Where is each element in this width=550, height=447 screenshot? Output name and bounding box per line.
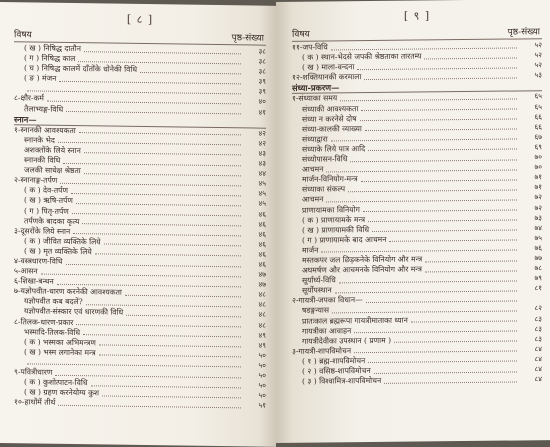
entry-title: संध्या न करनेसे दोष [302,114,357,125]
entry-title: गायत्रीका आवाहन [302,326,351,337]
dot-leader [335,290,517,293]
entry-page-number: ४५ [244,199,266,209]
entry-page-number: ७७ [520,253,542,263]
dot-leader [368,149,517,152]
dot-leader [331,139,517,142]
entry-title: ( घ ) निषिद्ध कालमें दाँतोंके धोनेकी विधि [24,64,137,76]
entry-title: प्राणायामका विनियोग [302,205,360,216]
entry-title: ( क ) जीवित व्यक्तिके लिये [24,236,101,247]
page-number: [ ८ ] [14,10,266,29]
entry-page-number: ५० [244,370,266,380]
entry-title: ३-दूसरोंके लिये स्नान [14,226,70,237]
page-column-label: पृष्ठ-संख्या [508,24,540,37]
entry-title: सूर्योपस्थान [302,286,332,296]
dot-leader [326,169,517,172]
dot-leader [58,405,241,409]
entry-page-number: ४८ [244,310,266,320]
entry-page-number: ८४ [520,344,542,354]
dot-leader [84,51,241,54]
dot-leader [326,199,517,202]
entry-page-number: ५२ [520,50,542,60]
entry-title: संध्या-प्रकरण— [292,83,339,94]
toc-entry [292,374,542,387]
entry-title: ( २ ) वसिष्ठ-शापविमोचन [302,366,371,377]
entry-title: संध्योपासन-विधि [302,154,347,165]
entry-page-number: ४४ [244,169,266,179]
dot-leader [76,203,241,206]
entry-page-number: ५० [244,360,266,370]
dot-leader [321,250,517,253]
entry-title: अघमर्षण और आचमनके विनियोग और मन्त्र [302,265,422,276]
dot-leader [363,210,517,213]
entry-title: संध्याके लिये पात्र आदि [302,144,365,155]
entry-title: १-स्नानकी आवश्यकता [14,125,76,136]
dot-leader [339,280,517,283]
entry-title: ( ङ ) मंजन [24,74,56,85]
entry-title: गायत्रीदेवीका उपस्थान ( प्रणाम ) [302,336,391,347]
entry-title: अशक्तोंके लिये स्नान [24,145,81,156]
page-column-label: पृष्ठ-संख्या [232,30,264,43]
entry-page-number: ५३ [520,70,542,80]
entry-title: ( ग ) निषिद्ध काल [24,53,75,64]
entry-page-number: ७८ [520,263,542,273]
subject-column-label: विषय [292,27,310,40]
entry-page-number: ८४ [520,354,542,364]
entry-page-number: ३९ [244,87,266,97]
entry-title: १०-हाथोंमें तीर्थ [14,397,55,408]
entry-title: ( क ) कुशोत्पाटन-विधि [24,377,88,388]
entry-title: तर्पणके बादका कृत्य [24,216,79,227]
entry-page-number: ४६ [244,209,266,219]
entry-page-number: ७४ [520,223,542,233]
dot-leader [354,331,517,334]
entry-page-number: ४५ [244,179,266,189]
dot-leader [350,159,517,162]
dot-leader [411,321,517,323]
dot-leader [99,345,241,348]
entry-title: २-गायत्री-जपका विधान— [292,295,363,306]
entry-page-number: ३८ [244,67,266,77]
dot-leader [72,213,241,216]
dot-leader [76,324,241,327]
entry-page-number: ३८ [244,57,266,67]
entry-title: मार्जन-विनियोग-मन्त्र [302,174,358,185]
entry-page-number: ७२ [520,193,542,203]
dot-leader [364,77,517,80]
entry-title: २-स्नानाङ्ग-तर्पण [14,175,57,186]
entry-page-number: ४२ [244,138,266,148]
dot-leader [361,179,517,182]
entry-title: ८-तिलक-धारण-प्रकार [14,317,73,328]
dot-leader [365,129,517,132]
entry-page-number: ८१ [520,283,542,293]
entry-title: संध्या-कालकी व्याख्या [302,124,362,135]
dot-leader [86,304,241,307]
entry-title: स्नानकी विधि [24,155,60,166]
dot-leader [372,230,517,233]
entry-title: ( ख ) प्राणायामकी विधि [302,225,369,236]
entry-page-number: ५० [244,350,266,360]
entry-title: संध्याद्वारा [302,134,328,144]
entry-page-number: ४८ [244,320,266,330]
dot-leader [368,220,517,223]
entry-page-number: ४८ [244,290,266,300]
page-number: [ ९ ] [292,7,542,25]
entry-page-number: ४७ [244,280,266,290]
entry-page-number: ७० [520,162,542,172]
entry-page-number: ४६ [244,259,266,269]
dot-leader [84,173,241,176]
entry-page-number: ४८ [244,300,266,310]
dot-leader [368,361,517,364]
entry-page-number: ४० [244,97,266,107]
dot-leader [91,385,242,388]
dot-leader [366,300,517,303]
entry-title: ४-वस्त्रधारण-विधि [14,256,63,267]
dot-leader [357,67,517,70]
dot-leader [83,334,241,337]
dot-leader [126,315,241,318]
toc-list [14,43,266,411]
dot-leader [82,223,241,226]
dot-leader [78,61,241,64]
entry-page-number: ५० [244,381,266,391]
entry-page-number: ७६ [520,243,542,253]
entry-page-number: ४५ [244,189,266,199]
entry-page-number: ४३ [244,158,266,168]
dot-leader [84,153,241,156]
entry-page-number: ७० [520,152,542,162]
entry-title: ( ख ) मृत व्यक्तिके लिये [24,246,92,257]
entry-title: स्नान— [14,114,37,124]
toc-list [292,40,542,387]
entry-title: यज्ञोपवीत कब बदलें? [24,297,83,308]
entry-page-number: ८३ [520,314,542,324]
dot-leader [384,381,517,383]
entry-title: जलकी साधेक्ष श्रेष्ठता [24,165,81,176]
dot-leader [360,119,518,122]
entry-title: आचमन [302,165,323,175]
entry-page-number: ७५ [520,233,542,243]
entry-page-number: ६५ [520,92,542,102]
toc-entry [14,397,266,411]
entry-page-number: ४३ [244,148,266,158]
entry-title: ( ग ) पितृ-तर्पण [24,206,69,217]
entry-page-number: ७१ [520,172,542,182]
entry-title: यज्ञोपवीत-संस्कार एवं धारणकी विधि [24,307,123,318]
entry-page-number: ५२ [520,40,542,50]
entry-page-number: ८२ [520,304,542,314]
entry-page-number: ७२ [520,203,542,213]
subject-column-label: विषय [14,27,32,40]
entry-title: मस्तकपर जल छिड़कनेके विनियोग और मन्त्र [302,254,422,265]
entry-page-number: ६७ [520,132,542,142]
entry-page-number: ४९ [244,330,266,340]
entry-title: स्नानके भेद [24,135,55,146]
entry-page-number: ८४ [520,364,542,374]
dot-leader [354,351,517,354]
entry-title: सूर्यार्घ्य-विधि [302,276,336,286]
entry-title: ६-शिखा-बन्धन [14,276,54,287]
entry-title: आचमन [302,195,323,205]
entry-title: संध्याकी आवश्यकता [302,104,358,115]
entry-page-number: ४६ [244,229,266,239]
entry-title: ११-जप-विधि [292,42,328,52]
entry-title: ( ख ) ग्रहण करनेयोग्य कुश [24,388,99,399]
entry-title: ५-आसन [14,266,38,276]
entry-page-number: ४१ [244,107,266,117]
dot-leader [425,260,517,262]
entry-title: ( ख ) ऋषि-तर्पण [24,196,73,207]
entry-title: ( क ) स्थान-भेदसे जपकी श्रेष्ठताका तारतम्य [302,52,421,63]
dot-leader [140,72,241,74]
entry-title: तैलाभ्यङ्ग-विधि [24,104,63,115]
dot-leader [73,233,241,236]
dot-leader [331,47,517,50]
entry-page-number: ४७ [244,269,266,279]
entry-page-number: ५१ [244,401,266,411]
entry-title: संध्याका संकल्प [302,185,345,196]
dot-leader [425,270,517,272]
entry-title: ( ग ) प्राणायामके बाद आचमन [302,235,386,246]
dot-leader [102,395,241,398]
entry-page-number: ४२ [244,128,266,138]
entry-page-number: ३९ [244,77,266,87]
dot-leader [332,310,517,313]
entry-page-number: ६५ [520,102,542,112]
entry-title: ( क ) प्राणायामके मन्त्र [302,215,365,226]
entry-title: भस्मादि-तिलक-विधि [24,327,80,338]
dot-leader [342,88,517,90]
entry-title: ८-क्षौर-कर्म [14,94,44,105]
entry-title: ( १ ) ब्रह्म-शापविमोचन [302,356,365,367]
dot-leader [348,189,517,192]
entry-title: मार्जन [302,245,318,255]
dot-leader [104,244,241,247]
entry-title: ( ख ) निषिद्ध दातौन [24,43,81,54]
entry-page-number: ४९ [244,340,266,350]
dot-leader [71,193,241,196]
dot-leader [125,295,241,298]
entry-title: ९-पवित्रीधारण [14,367,52,378]
dot-leader [340,98,517,101]
entry-page-number: ५२ [520,60,542,70]
entry-page-number: ७३ [520,213,542,223]
entry-title: ७-यज्ञोपवीत-धारण करनेकी आवश्यकता [14,286,122,298]
entry-page-number: ६६ [520,112,542,122]
right-page [276,0,550,443]
entry-page-number: ६९ [520,142,542,152]
dot-leader [79,132,241,135]
dot-leader [361,109,517,112]
entry-title: षडङ्गन्यास [302,306,329,316]
entry-title: १२-शक्तियानकी करमाला [292,72,361,83]
entry-page-number: ४६ [244,239,266,249]
dot-leader [394,341,517,343]
entry-page-number: ८३ [520,324,542,334]
entry-page-number: ४६ [244,249,266,259]
entry-title: ( ख ) माला-वन्दना [302,62,354,73]
entry-title: ( ३ ) विश्वामित्र-शापविमोचन [302,376,381,387]
entry-page-number: ७१ [520,183,542,193]
left-page [0,2,276,447]
entry-page-number: ४६ [244,219,266,229]
column-header [292,24,542,42]
entry-page-number: ३८ [244,46,266,56]
entry-page-number: ५० [244,391,266,401]
dot-leader [424,57,517,59]
dot-leader [95,254,241,257]
entry-title: ( क ) भस्मका अभिमन्त्रण [24,337,96,348]
entry-title: ( ख ) भस्म लगानेका मन्त्र [24,347,96,358]
dot-leader [389,240,517,242]
entry-title: प्रातःकाल ब्रह्मरूपा गायत्रीमाताका ध्यान [302,315,408,326]
dot-leader [40,121,241,124]
entry-title: ( क ) देव-तर्पण [24,186,68,197]
entry-title: १-संध्याका समय [292,94,337,105]
dot-leader [99,355,241,358]
entry-page-number: ७९ [520,273,542,283]
entry-title: ३-गायत्री-शापविमोचन [292,346,351,357]
entry-page-number: ८३ [520,334,542,344]
entry-page-number: ६६ [520,122,542,132]
dot-leader [374,371,517,374]
entry-page-number: ८४ [520,374,542,384]
